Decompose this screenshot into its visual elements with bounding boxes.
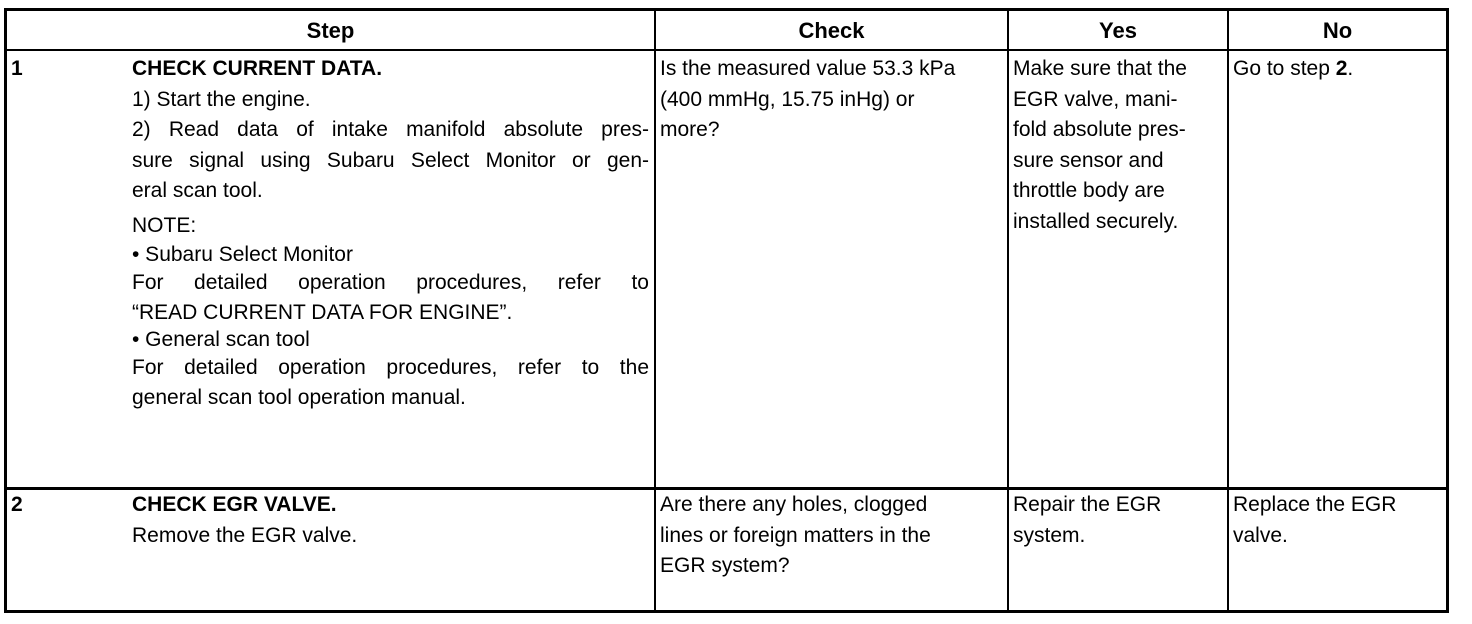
check-line: Is the measured value 53.3 kPa xyxy=(660,57,956,80)
row-1-check xyxy=(660,54,1005,146)
row-1-no xyxy=(1233,54,1445,85)
yes-line: sure sensor and xyxy=(1013,148,1164,172)
column-divider xyxy=(654,11,656,610)
row-1-substep: 1) Start the engine. xyxy=(132,87,311,111)
yes-line: Make sure that the xyxy=(1013,57,1187,80)
row-1-substep: sure signal using Subaru Select Monitor or gen- xyxy=(132,148,649,172)
check-line: Are there any holes, clogged xyxy=(660,493,928,516)
check-line: lines or foreign matters in the xyxy=(660,523,931,547)
row-2-check xyxy=(660,490,1005,582)
row-1-step xyxy=(132,54,649,414)
yes-line: system. xyxy=(1013,523,1086,547)
row-2-yes xyxy=(1013,490,1225,551)
yes-line: Repair the EGR xyxy=(1013,493,1162,516)
diagnostic-table xyxy=(4,8,1449,613)
note-text: general scan tool operation manual. xyxy=(132,386,466,409)
row-1-yes xyxy=(1013,54,1225,237)
note-label: NOTE: xyxy=(132,213,197,237)
row-2-title: CHECK EGR VALVE. xyxy=(132,493,337,516)
no-step-link[interactable]: 2 xyxy=(1335,57,1348,80)
check-line: EGR system? xyxy=(660,554,790,577)
row-1-substep: 2) Read data of intake manifold absolute pres- xyxy=(132,118,649,141)
note-text: “READ CURRENT DATA FOR ENGINE”. xyxy=(132,300,513,324)
column-divider xyxy=(1227,11,1229,610)
check-line: (400 mmHg, 15.75 inHg) or xyxy=(660,87,915,111)
note-text: For detailed operation procedures, refer to xyxy=(132,271,649,294)
header-check: Check xyxy=(798,18,865,43)
row-2-number: 2 xyxy=(11,493,23,516)
no-line: valve. xyxy=(1233,523,1288,547)
note-text: For detailed operation procedures, refer to the xyxy=(132,355,649,379)
no-line: Replace the EGR xyxy=(1233,493,1397,516)
no-prefix: Go to step xyxy=(1233,57,1336,80)
row-2-action: Remove the EGR valve. xyxy=(132,523,358,547)
yes-line: installed securely. xyxy=(1013,209,1179,233)
yes-line: throttle body are xyxy=(1013,179,1165,202)
header-no: No xyxy=(1322,18,1353,43)
header-step: Step xyxy=(306,18,355,43)
row-1-title: CHECK CURRENT DATA. xyxy=(132,57,383,80)
note-bullet: • Subaru Select Monitor xyxy=(132,243,353,266)
header-yes: Yes xyxy=(1099,18,1137,43)
row-1-number: 1 xyxy=(11,57,23,80)
yes-line: fold absolute pres- xyxy=(1013,118,1186,141)
column-divider xyxy=(1007,11,1009,610)
note-bullet: • General scan tool xyxy=(132,327,310,351)
check-line: more? xyxy=(660,118,720,141)
no-suffix: . xyxy=(1347,57,1354,80)
yes-line: EGR valve, mani- xyxy=(1013,87,1178,111)
row-1-substep: eral scan tool. xyxy=(132,179,263,202)
row-2-no xyxy=(1233,490,1445,551)
row-2-step xyxy=(132,490,649,551)
